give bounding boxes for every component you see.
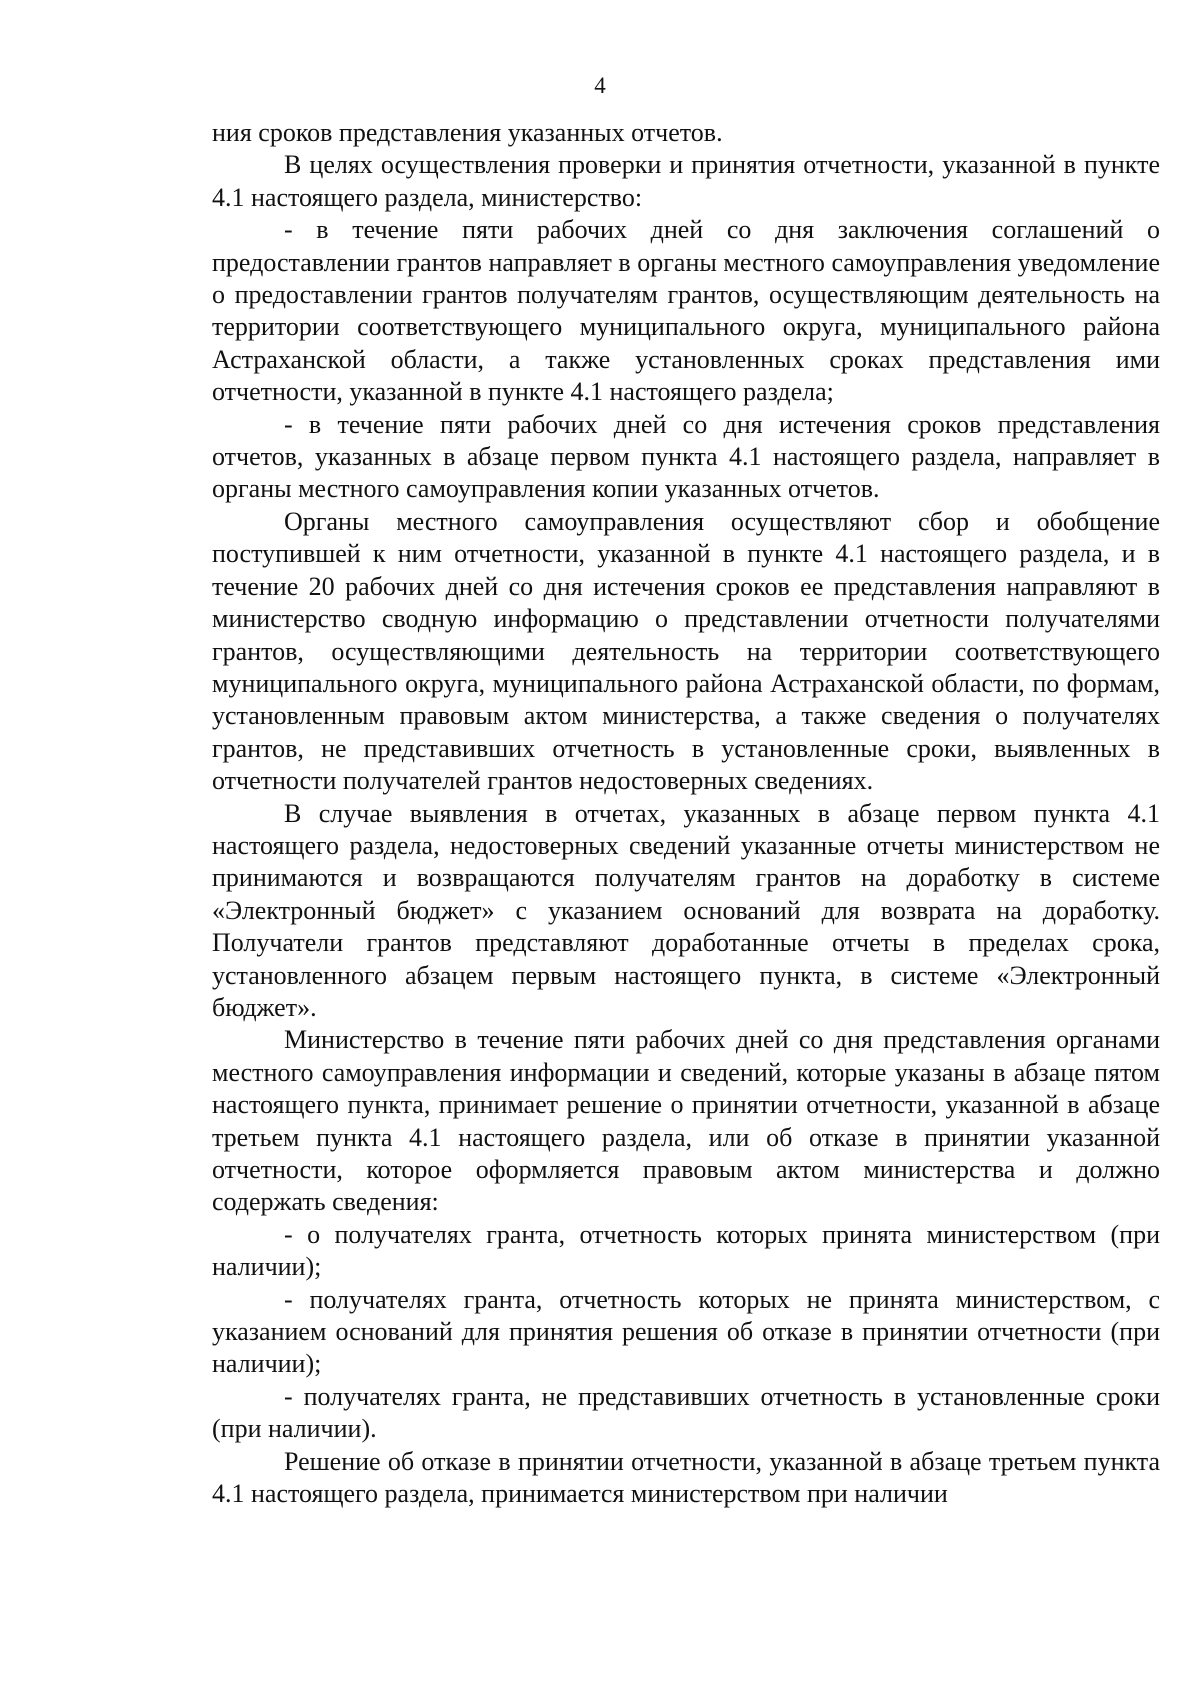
paragraph-copies-item: - в течение пяти рабочих дней со дня истечения сроков представления отчетов, указанных в абзаце первом пункта 4.1 настоящего раздела, направляет в органы местного самоуправления копии указанных отчетов.	[212, 409, 1160, 504]
paragraph-rejected-item: - получателях гранта, отчетность которых не принята министерством, с указанием оснований для принятия решения об отказе в принятии отчетности (при наличии);	[212, 1284, 1160, 1379]
paragraph-not-submitted-item: - получателях гранта, не представивших отчетность в установленные сроки (при наличии).	[212, 1381, 1160, 1444]
document-body	[212, 117, 1160, 1510]
paragraph-ministry-decision: Министерство в течение пяти рабочих дней со дня представления органами местного самоуправления информации и сведений, которые указаны в абзаце пятом настоящего пункта, принимает решение о принятии отчетности, указанной в абзаце третьем пункта 4.1 настоящего раздела, или об отказе в принятии указанной отчетности, которое оформляется правовым актом министерства и должно содержать сведения:	[212, 1025, 1160, 1217]
paragraph-notification-item: - в течение пяти рабочих дней со дня заключения соглашений о предоставлении грантов направляет в органы местного самоуправления уведомление о предоставлении грантов получателям грантов, осуществляющим деятельность на территории соответствующего муниципального округа, муниципального района Астраханской области, а также установленных сроках представления ими отчетности, указанной в пункте 4.1 настоящего раздела;	[212, 215, 1160, 407]
paragraph-local-government: Органы местного самоуправления осуществляют сбор и обобщение поступившей к ним отчетности, указанной в пункте 4.1 настоящего раздела, и в течение 20 рабочих дней со дня истечения сроков ее представления направляют в министерство сводную информацию о представлении отчетности получателями грантов, осуществляющими деятельность на территории соответствующего муниципального округа, муниципального района Астраханской области, по формам, установленным правовым актом министерства, а также сведения о получателях грантов, не представивших отчетность в установленные сроки, выявленных в отчетности получателей грантов недостоверных сведениях.	[212, 506, 1160, 796]
paragraph-verification-intro: В целях осуществления проверки и принятия отчетности, указанной в пункте 4.1 настоящего раздела, министерство:	[212, 150, 1160, 212]
page-number: 4	[594, 73, 606, 98]
paragraph-refusal-decision: Решение об отказе в принятии отчетности, указанной в абзаце третьем пункта 4.1 настоящего раздела, принимается министерством при наличии	[212, 1446, 1160, 1509]
paragraph-continuation: ния сроков представления указанных отчетов.	[212, 118, 723, 147]
paragraph-unreliable-data: В случае выявления в отчетах, указанных в абзаце первом пункта 4.1 настоящего раздела, недостоверных сведений указанные отчеты министерством не принимаются и возвращаются получателям грантов на доработку в системе «Электронный бюджет» с указанием оснований для возврата на доработку. Получатели грантов представляют доработанные отчеты в пределах срока, установленного абзацем первым настоящего пункта, в системе «Электронный бюджет».	[212, 798, 1160, 1022]
paragraph-accepted-item: - о получателях гранта, отчетность которых принята министерством (при наличии);	[212, 1219, 1160, 1282]
